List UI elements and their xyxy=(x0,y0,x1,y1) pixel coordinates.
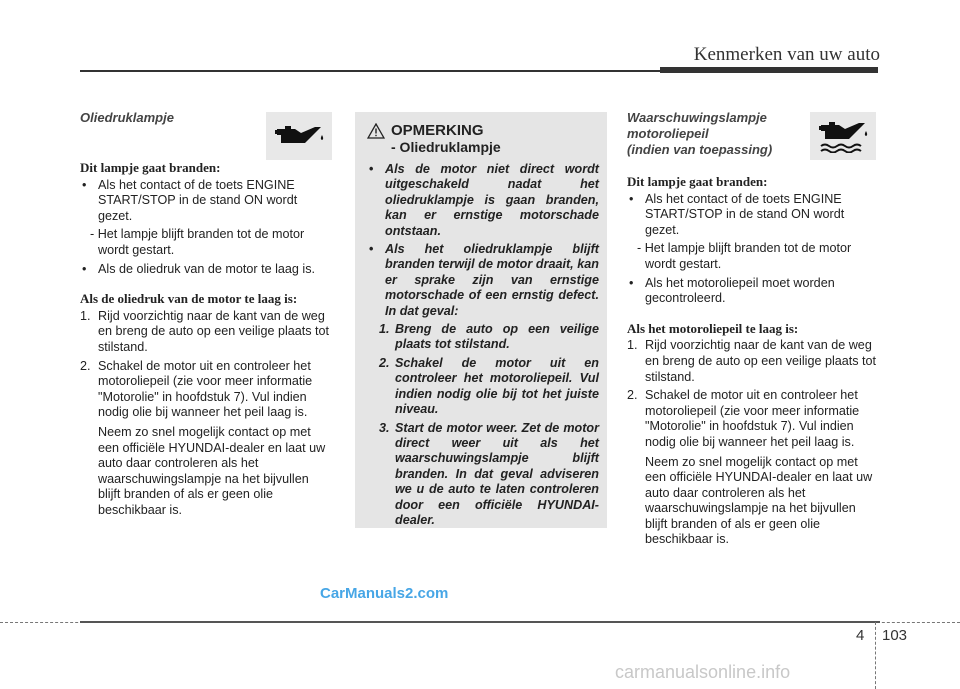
section-title-oil-level-line3: (indien van toepassing) xyxy=(627,142,773,157)
notice-subtitle: - Oliedruklampje xyxy=(391,139,501,155)
step-text: Breng de auto op een veilige plaats tot stilstand. xyxy=(395,322,599,352)
section-title-oil-level: Waarschuwingslampje xyxy=(627,110,767,125)
oil-level-icon xyxy=(810,112,876,160)
step-number: 2. xyxy=(627,388,638,403)
list-subitem: - Het lampje blijft branden tot de motor wordt gestart. xyxy=(637,241,852,271)
notice-body xyxy=(367,162,599,528)
numbered-step xyxy=(80,359,332,421)
section-title-oil-pressure: Oliedruklampje xyxy=(80,110,174,125)
list-subitem: - Het lampje blijft branden tot de motor wordt gestart. xyxy=(90,227,305,257)
step-number: 2. xyxy=(80,358,91,373)
notice-step xyxy=(367,356,599,418)
step-text: Rijd voorzichtig naar de kant van de weg en breng de auto op een veilige plaats tot stilstand. xyxy=(98,308,330,354)
notice-bullet: • Als het oliedruklampje blijft branden terwijl de motor draait, kan er sprake zijn van ernstige motorschade of een ernstig defect. In dat geval: xyxy=(367,242,599,319)
oil-can-icon xyxy=(266,112,332,160)
step-number: 3. xyxy=(379,420,390,435)
paragraph: Neem zo snel mogelijk contact op met een officiële HYUNDAI-dealer en laat uw auto daar controleren als het waarschuwingslampje na het bijvullen blijft branden of als er geen olie beschikbaar is. xyxy=(645,454,873,547)
step-text: Schakel de motor uit en controleer het motoroliepeil (zie voor meer informatie "Motorolie" in hoofdstuk 7). Vul indien nodig olie bij wanneer het peil laag is. xyxy=(645,388,860,449)
notice-box xyxy=(355,112,607,528)
step-text: Schakel de motor uit en controleer het motoroliepeil (zie voor meer informatie "Motorolie" in hoofdstuk 7). Vul indien nodig olie bij wanneer het peil laag is. xyxy=(98,358,313,420)
warning-triangle-icon xyxy=(367,123,385,139)
step-number: 1. xyxy=(379,322,390,337)
step-text: Rijd voorzichtig naar de kant van de weg en breng de auto op een veilige plaats tot stilstand. xyxy=(645,338,877,384)
numbered-step xyxy=(80,309,332,356)
notice-step xyxy=(367,421,599,529)
header-divider-thick xyxy=(660,67,878,73)
lights-heading: Dit lampje gaat branden: xyxy=(80,160,221,175)
lights-heading: Dit lampje gaat branden: xyxy=(627,174,768,189)
numbered-step xyxy=(627,388,879,450)
footer-watermark: carmanualsonline.info xyxy=(615,662,791,682)
notice-title: OPMERKING xyxy=(391,122,484,139)
numbered-step xyxy=(627,338,879,385)
list-item: • Als het motoroliepeil moet worden gecontroleerd. xyxy=(627,276,879,307)
low-level-heading: Als het motoroliepeil te laag is: xyxy=(627,320,799,336)
notice-header xyxy=(367,122,599,139)
notice-step xyxy=(367,322,599,353)
section-title-oil-level-line2: motoroliepeil xyxy=(627,126,709,141)
page-number: 103 xyxy=(882,627,908,644)
page-header-title: Kenmerken van uw auto xyxy=(693,44,880,65)
list-item: • Als het contact of de toets ENGINE START/STOP in de stand ON wordt gezet. xyxy=(627,192,879,239)
step-text: Start de motor weer. Zet de motor direct weer uit als het waarschuwingslampje blijft branden. In dat geval adviseren we u de auto te laten controleren door een officiële HYUNDAI-dealer. xyxy=(395,420,599,527)
page-separator xyxy=(875,622,876,689)
step-number: 1. xyxy=(80,308,91,323)
low-pressure-heading: Als de oliedruk van de motor te laag is: xyxy=(80,291,298,307)
step-number: 1. xyxy=(627,338,638,353)
list-item: • Als het contact of de toets ENGINE START/STOP in de stand ON wordt gezet. xyxy=(80,178,332,225)
notice-bullet: • Als de motor niet direct wordt uitgeschakeld nadat het oliedruklampje is gaan branden, kan er ernstige motorschade ontstaan. xyxy=(367,162,599,239)
watermark: CarManuals2.com xyxy=(320,585,449,602)
header-divider xyxy=(80,70,660,72)
step-number: 2. xyxy=(379,355,390,370)
footer-divider xyxy=(80,621,880,623)
left-column xyxy=(80,110,332,518)
right-column xyxy=(627,110,879,548)
list-item: • Als de oliedruk van de motor te laag is. xyxy=(80,262,332,278)
paragraph: Neem zo snel mogelijk contact op met een officiële HYUNDAI-dealer en laat uw auto daar controleren als het waarschuwingslampje na het bijvullen blijft branden of als er geen olie beschikbaar is. xyxy=(98,424,326,517)
step-text: Schakel de motor uit en controleer het motoroliepeil. Vul indien nodig olie bij tot het juiste niveau. xyxy=(395,355,599,417)
section-number: 4 xyxy=(856,627,865,644)
